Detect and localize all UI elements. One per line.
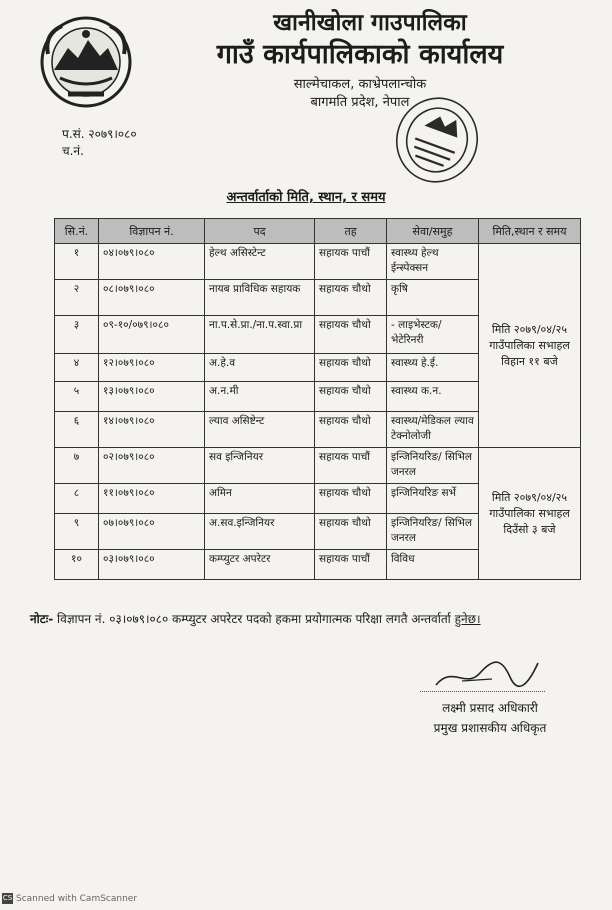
signature-line: [420, 691, 545, 692]
cell-level: सहायक चौथो: [315, 382, 387, 412]
cell-service: स्वास्थ्य/मेडिकल ल्याव टेक्नोलोजी: [387, 412, 479, 448]
header-adv-no: विज्ञापन नं.: [99, 219, 205, 244]
cell-sn: ९: [55, 514, 99, 550]
cell-level: सहायक चौथो: [315, 316, 387, 354]
schedule-place: गाउँपालिका सभाहल: [489, 338, 570, 352]
cell-sn: ३: [55, 316, 99, 354]
cell-sn: ५: [55, 382, 99, 412]
cell-level: सहायक चौथो: [315, 354, 387, 382]
cell-service: विविध: [387, 550, 479, 580]
header-schedule: मिति,स्थान र समय: [479, 219, 581, 244]
cell-level: सहायक चौथो: [315, 484, 387, 514]
patra-sankhya: प.सं. २०७९।०८०: [62, 127, 137, 141]
signer-title: प्रमुख प्रशासकीय अधिकृत: [433, 721, 547, 735]
signature: [432, 655, 542, 695]
cell-post: ल्याव असिष्टेन्ट: [205, 412, 315, 448]
schedule-date: मिति २०७९/०४/२५: [491, 490, 568, 504]
cell-adv: १३।०७९।०८०: [99, 382, 205, 412]
cell-service: स्वास्थ्य हे.ई.: [387, 354, 479, 382]
province-address: बागमति प्रदेश, नेपाल: [310, 95, 410, 110]
cell-service: इन्जिनियरिङ सर्भे: [387, 484, 479, 514]
table-row: [55, 244, 581, 280]
cell-adv: ०२।०७९।०८०: [99, 448, 205, 484]
cell-post: ना.प.से.प्रा./ना.प.स्वा.प्रा: [205, 316, 315, 354]
cell-service: इन्जिनियरिङ/ सिभिल जनरल: [387, 448, 479, 484]
notice-title-text: अन्तर्वार्ताको मिति, स्थान, र समय: [226, 190, 386, 205]
cell-sn: १: [55, 244, 99, 280]
note-label: नोटः-: [30, 612, 54, 626]
cell-sn: १०: [55, 550, 99, 580]
chalani-number: च.नं.: [62, 144, 84, 158]
nepal-emblem-logo: [38, 14, 134, 110]
cell-post: अ.न.मी: [205, 382, 315, 412]
schedule-cell-afternoon: [479, 448, 581, 580]
cell-level: सहायक चौथो: [315, 280, 387, 316]
interview-schedule-table: [54, 218, 581, 580]
signer-block: [420, 698, 560, 738]
cell-service: इन्जिनियरिङ/ सिभिल जनरल: [387, 514, 479, 550]
cell-post: अ.हे.व: [205, 354, 315, 382]
table-row: [55, 448, 581, 484]
cell-level: सहायक चौथो: [315, 412, 387, 448]
note-tail: हुनेछ।: [454, 612, 481, 626]
header-sn: सि.नं.: [55, 219, 99, 244]
cell-sn: ६: [55, 412, 99, 448]
header-level: तह: [315, 219, 387, 244]
scanner-footer: [2, 893, 137, 904]
reference-numbers: [62, 126, 137, 160]
cell-sn: ४: [55, 354, 99, 382]
cell-level: सहायक पाचौं: [315, 448, 387, 484]
notice-title: [0, 187, 612, 205]
cell-post: हेल्थ असिस्टेन्ट: [205, 244, 315, 280]
header-post: पद: [205, 219, 315, 244]
office-header: [140, 8, 580, 112]
schedule-cell-morning: [479, 244, 581, 448]
cell-post: सव इन्जिनियर: [205, 448, 315, 484]
cell-adv: ०९-१०/०७९।०८०: [99, 316, 205, 354]
cell-post: नायब प्राविधिक सहायक: [205, 280, 315, 316]
office-name: गाउँ कार्यपालिकाको कार्यालय: [216, 39, 504, 70]
schedule-place: गाउँपालिका सभाहल: [489, 506, 570, 520]
cell-adv: ११।०७९।०८०: [99, 484, 205, 514]
camscanner-icon: CS: [2, 894, 13, 902]
table-header-row: [55, 219, 581, 244]
cell-sn: २: [55, 280, 99, 316]
schedule-time: दिउँसो ३ बजे: [503, 522, 556, 536]
scanner-text: Scanned with CamScanner: [16, 894, 138, 904]
cell-level: सहायक पाचौं: [315, 244, 387, 280]
note-text: [30, 610, 600, 627]
office-address: साल्मेचाकल, काभ्रेपलान्चोक: [293, 77, 427, 92]
header-service: सेवा/समुह: [387, 219, 479, 244]
cell-level: सहायक चौथो: [315, 514, 387, 550]
official-stamp: [388, 90, 486, 190]
cell-adv: १४।०७९।०८०: [99, 412, 205, 448]
cell-sn: ८: [55, 484, 99, 514]
note-body: विज्ञापन नं. ०३।०७९।०८० कम्प्युटर अपरेटर पदको हकमा प्रयोगात्मक परिक्षा लगतै अन्तर्वार्ता: [53, 612, 455, 626]
cell-service: स्वास्थ्य हेल्थ ईन्स्पेक्सन: [387, 244, 479, 280]
cell-adv: १२।०७९।०८०: [99, 354, 205, 382]
cell-sn: ७: [55, 448, 99, 484]
cell-service: स्वास्थ्य क.न.: [387, 382, 479, 412]
cell-adv: ०४।०७९।०८०: [99, 244, 205, 280]
cell-post: अमिन: [205, 484, 315, 514]
cell-adv: ०८।०७९।०८०: [99, 280, 205, 316]
cell-adv: ०७।०७९।०८०: [99, 514, 205, 550]
schedule-date: मिति २०७९/०४/२५: [491, 322, 568, 336]
schedule-time: विहान ११ बजे: [501, 354, 558, 368]
cell-post: अ.सव.इन्जिनियर: [205, 514, 315, 550]
signer-name: लक्ष्मी प्रसाद अधिकारी: [442, 701, 538, 715]
cell-service: - लाइभेस्टक/ भेटेरिनरी: [387, 316, 479, 354]
cell-level: सहायक पाचौं: [315, 550, 387, 580]
cell-post: कम्प्युटर अपरेटर: [205, 550, 315, 580]
cell-adv: ०३।०७९।०८०: [99, 550, 205, 580]
cell-service: कृषि: [387, 280, 479, 316]
municipality-name: खानीखोला गाउपालिका: [273, 10, 467, 36]
